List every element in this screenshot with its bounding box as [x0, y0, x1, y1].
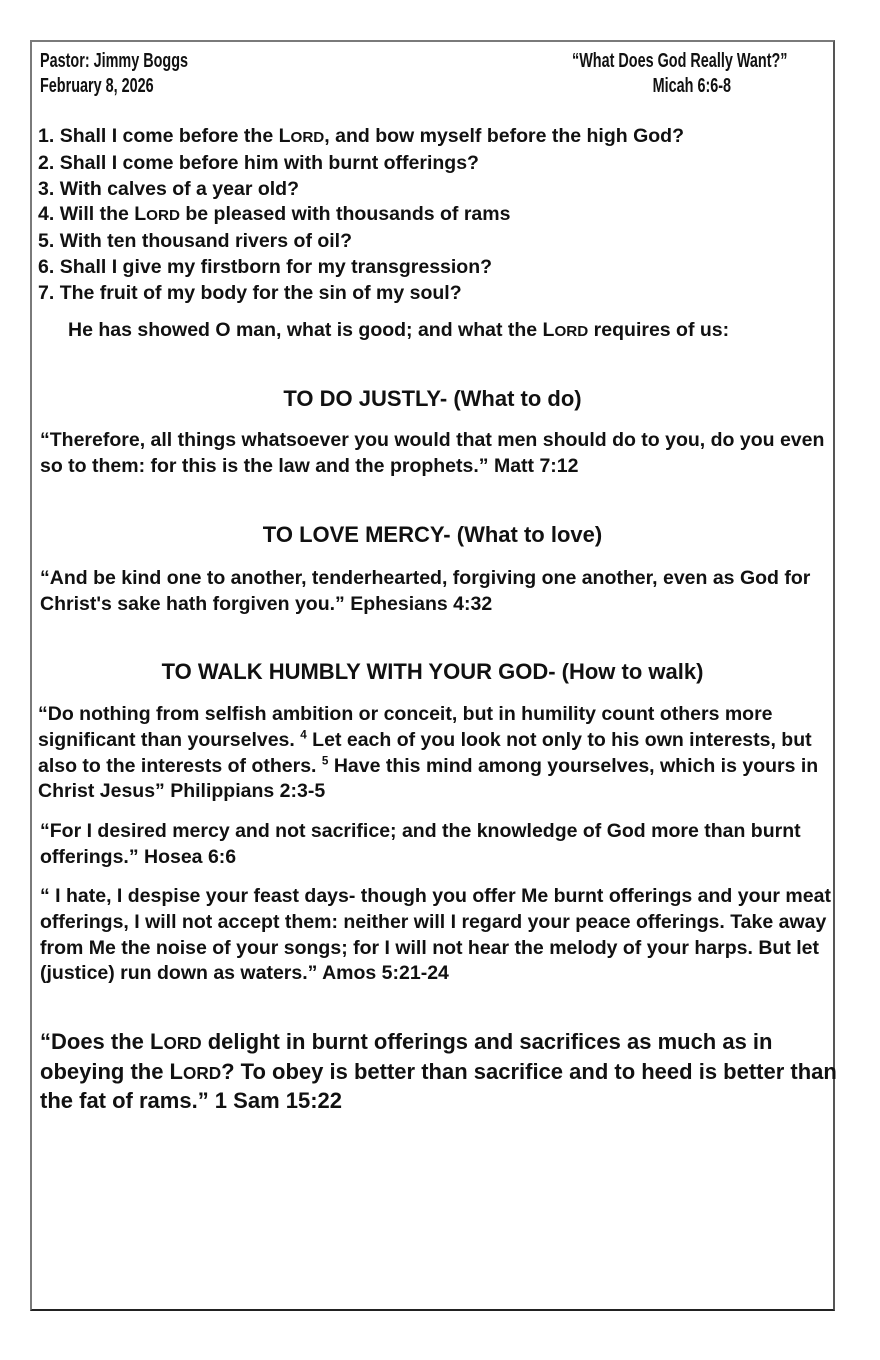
verse-amos: “ I hate, I despise your feast days- though you offer Me burnt offerings and your meat offerings, I will not accept them: neither will I regard your peace offerings. Take away from Me the noise of your songs; for I will not hear the melody of your harps. But let (justice) run down as waters.” Amos 5:21-24 — [40, 885, 831, 985]
heading-love-mercy: TO LOVE MERCY- (What to love) — [262, 522, 603, 547]
intro-statement: He has showed O man, what is good; and what the LORD requires of us: — [68, 319, 730, 341]
heading-do-justly: TO DO JUSTLY- (What to do) — [283, 386, 582, 411]
verse-philippians: “Do nothing from selfish ambition or conceit, but in humility count others more significant than yourselves. $^4$ Let each of you look not only to his own interests, but also to the interests of others. $^5$ Have this mind among yourselves, which is yours in Christ Jesus” Philippians 2:3-5 — [38, 703, 819, 803]
verse-hosea: “For I desired mercy and not sacrifice; and the knowledge of God more than burnt offerings.” Hosea 6:6 — [40, 820, 801, 868]
verse-samuel: “Does the LORD delight in burnt offerings and sacrifices as much as in obeying the LORD? To obey is better than sacrifice and to heed is better than the fat of rams.” 1 Sam 15:22 — [40, 1029, 837, 1113]
question-item: 2. Shall I come before him with burnt offerings? — [38, 151, 479, 174]
verse-ephesians: “And be kind one to another, tenderhearted, forgiving one another, even as God for Christ's sake hath forgiven you.” Ephesians 4:32 — [40, 567, 811, 615]
question-item: 6. Shall I give my firstborn for my transgression? — [38, 255, 493, 278]
question-item: 3. With calves of a year old? — [38, 177, 300, 200]
question-item: 1. Shall I come before the LORD, and bow myself before the high God? — [38, 125, 684, 147]
sermon-title: “What Does God Really Want?” — [572, 50, 788, 72]
verse-matthew: “Therefore, all things whatsoever you would that men should do to you, do you even so to them: for this is the law and the prophets.” Matt 7:12 — [40, 429, 825, 477]
sermon-notes-page — [30, 40, 835, 1311]
sermon-scripture: Micah 6:6-8 — [652, 75, 732, 97]
question-item: 7. The fruit of my body for the sin of my soul? — [38, 281, 462, 304]
question-item: 4. Will the LORD be pleased with thousands of rams — [38, 203, 511, 226]
heading-walk-humbly: TO WALK HUMBLY WITH YOUR GOD- (How to walk) — [161, 659, 704, 684]
sermon-date: February 8, 2026 — [40, 75, 154, 97]
question-item: 5. With ten thousand rivers of oil? — [38, 230, 353, 253]
pastor-name: Pastor: Jimmy Boggs — [40, 50, 189, 72]
header-right — [572, 49, 787, 99]
header-left — [40, 49, 188, 99]
question-list — [38, 124, 684, 307]
